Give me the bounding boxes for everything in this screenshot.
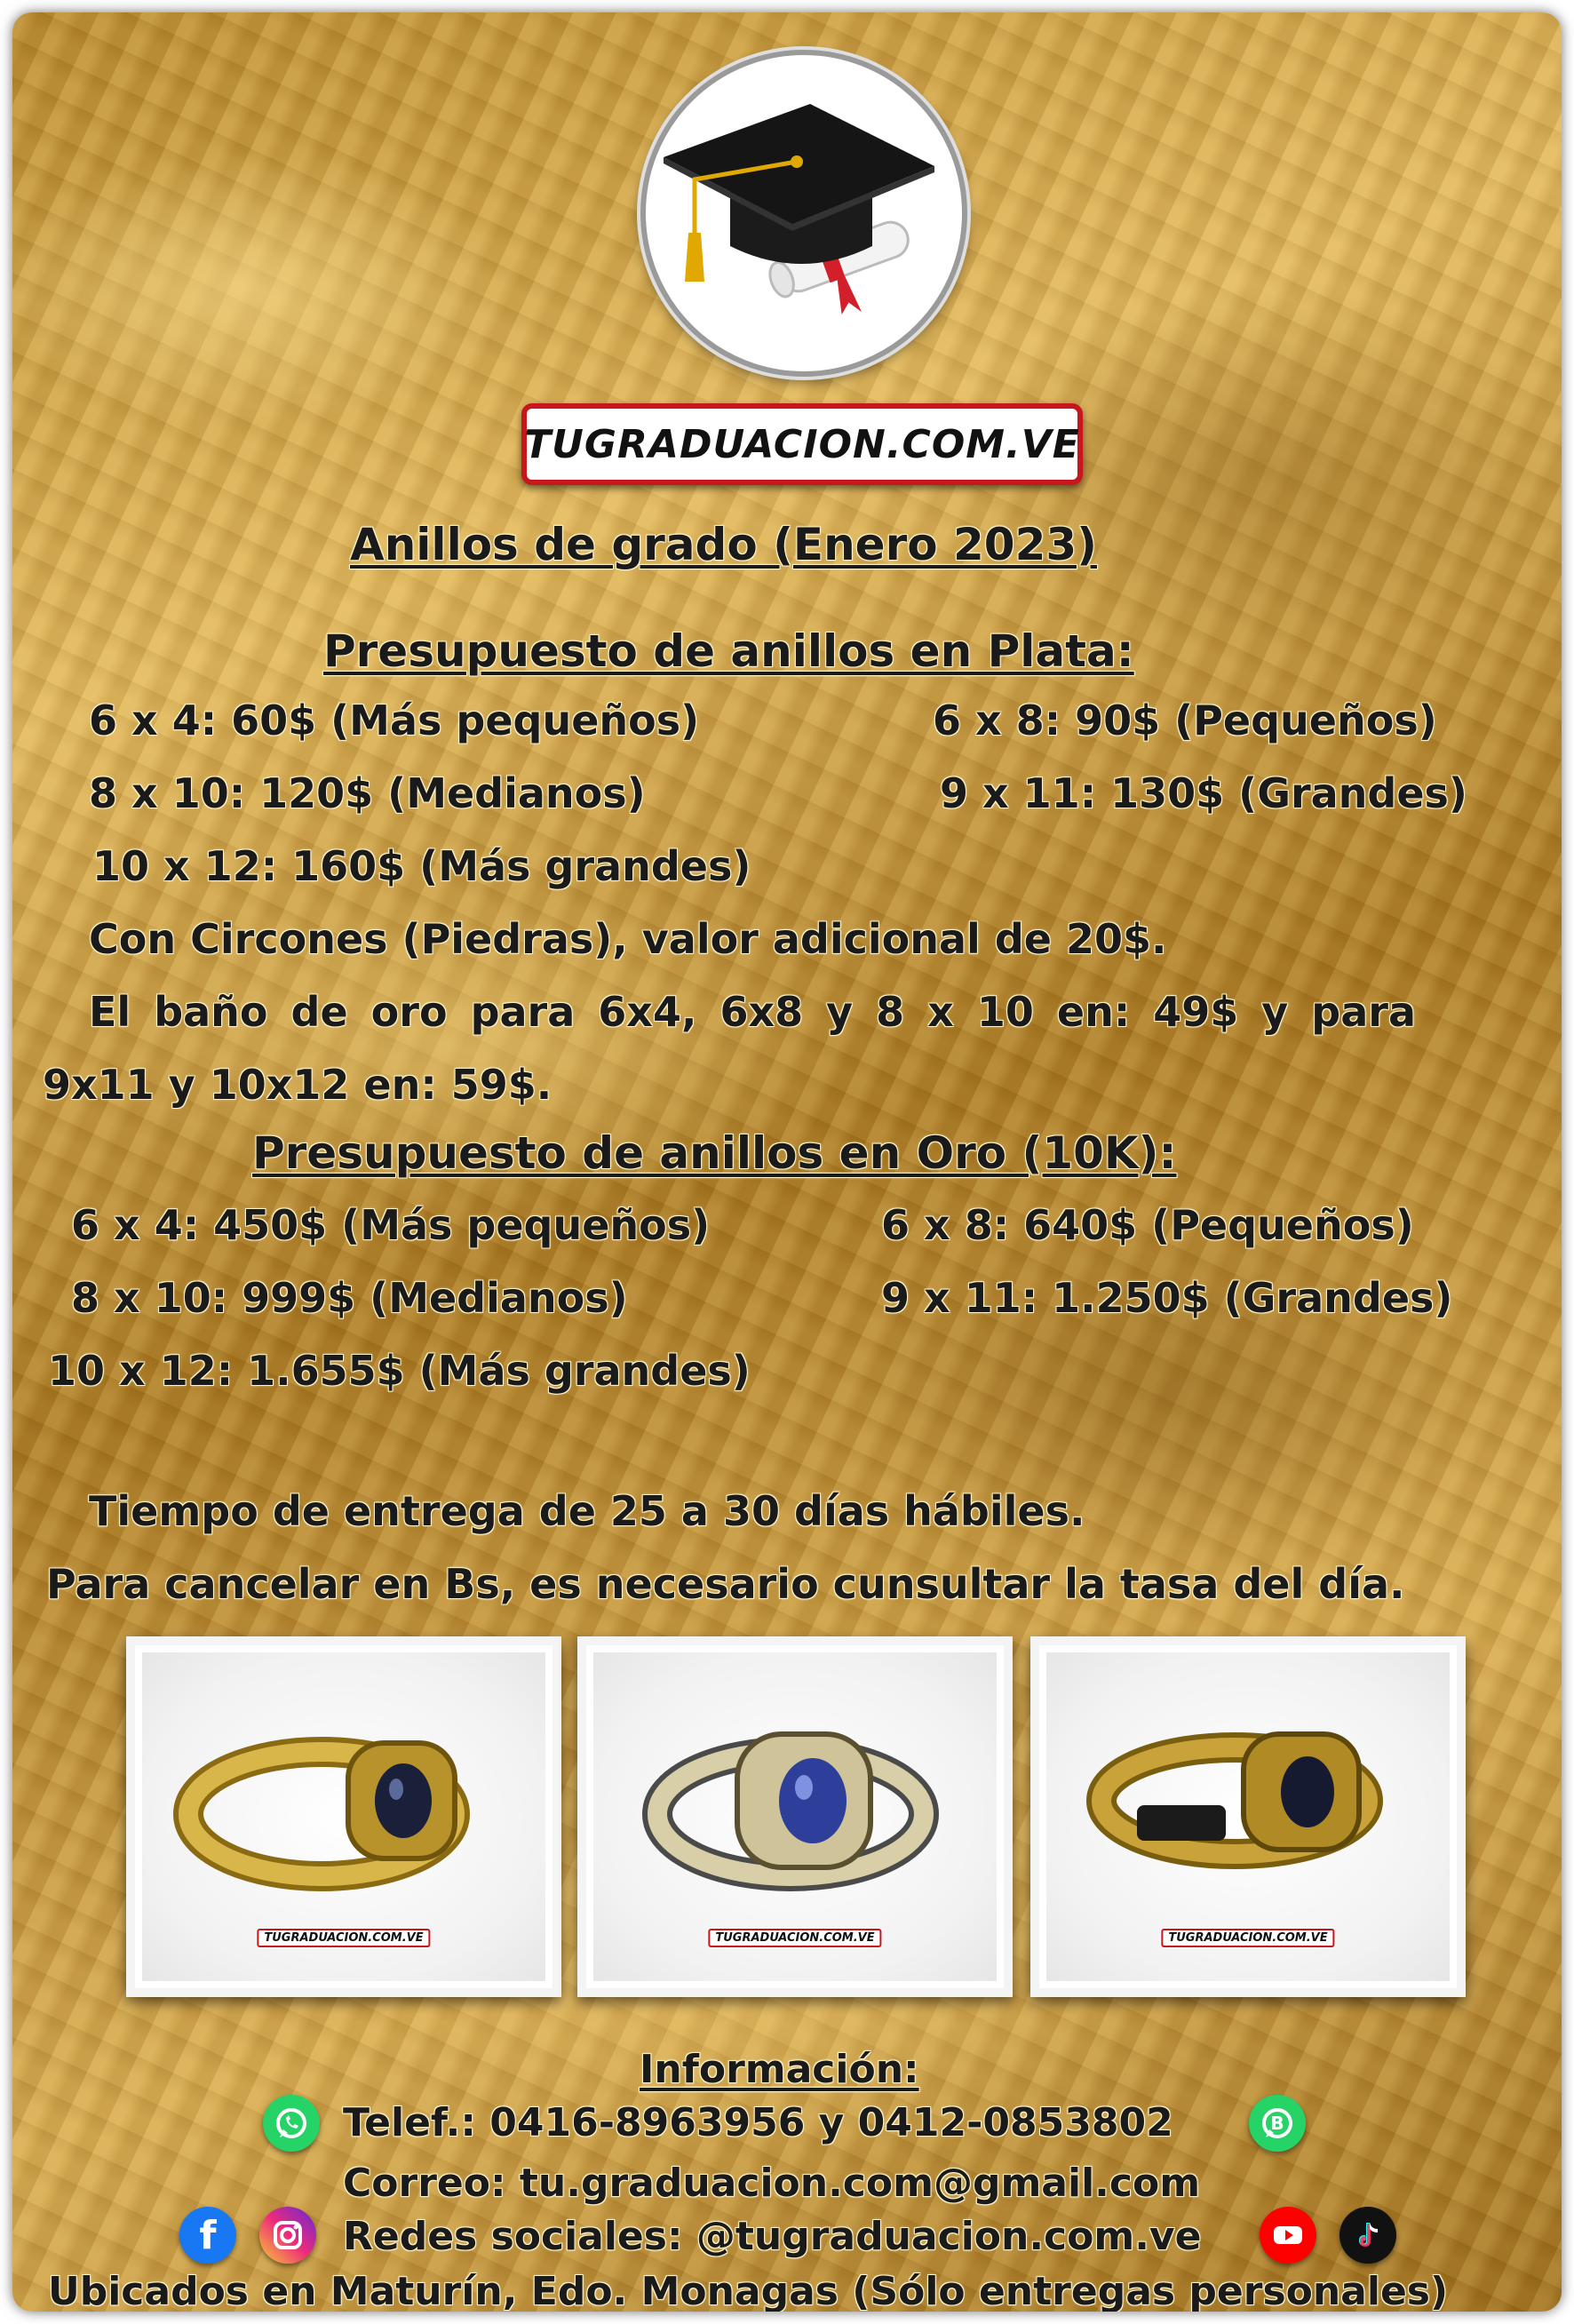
info-title: Información: [640,2047,919,2092]
ring-photo [1030,1636,1466,1997]
whatsapp-icon[interactable] [263,2095,320,2152]
youtube-icon[interactable] [1260,2207,1316,2264]
ring-icon [1075,1707,1421,1903]
ring-icon [171,1707,517,1903]
info-social: Redes sociales: @tugraduacion.com.ve [343,2214,1202,2259]
plata-item: 10 x 12: 160$ (Más grandes) [92,842,751,890]
svg-text:B: B [1270,2113,1284,2134]
payment-note: Para cancelar en Bs, es necesario cunsultar la tasa del día. [46,1560,1405,1608]
page-title: Anillos de grado (Enero 2023) [350,519,1098,570]
oro-item: 9 x 11: 1.250$ (Grandes) [881,1274,1453,1322]
bano-note-line2: 9x11 y 10x12 en: 59$. [43,1061,552,1109]
tiktok-icon[interactable] [1339,2207,1396,2264]
plata-title: Presupuesto de anillos en Plata: [323,625,1134,677]
whatsapp-business-icon[interactable] [1249,2095,1306,2152]
graduation-cap-icon [646,55,951,361]
bano-note-line1: El baño de oro para 6x4, 6x8 y 8 x 10 en: 49$ y para [89,988,1416,1036]
info-location: Ubicados en Maturín, Edo. Monagas (Sólo entregas personales) [48,2269,1449,2312]
plata-item: 6 x 8: 90$ (Pequeños) [933,696,1437,744]
ring-icon [622,1707,968,1903]
photo-watermark: TUGRADUACION.COM.VE [708,1929,881,1947]
oro-title: Presupuesto de anillos en Oro (10K): [252,1127,1177,1179]
info-phone: Telef.: 0416-8963956 y 0412-0853802 [343,2100,1173,2145]
info-email: Correo: tu.graduacion.com@gmail.com [343,2161,1201,2206]
logo-badge [640,50,967,377]
oro-item: 8 x 10: 999$ (Medianos) [71,1274,628,1322]
ring-photo [126,1636,561,1997]
oro-item: 10 x 12: 1.655$ (Más grandes) [48,1347,751,1395]
photo-watermark: TUGRADUACION.COM.VE [257,1929,430,1947]
photo-watermark: TUGRADUACION.COM.VE [1161,1929,1334,1947]
circones-note: Con Circones (Piedras), valor adicional de 20$. [89,915,1167,963]
brand-box [521,403,1083,485]
flyer-background [12,12,1562,2312]
plata-item: 8 x 10: 120$ (Medianos) [89,769,646,817]
facebook-icon[interactable]: f [179,2207,236,2264]
delivery-note: Tiempo de entrega de 25 a 30 días hábiles. [89,1487,1085,1535]
ring-photo [577,1636,1013,1997]
plata-item: 6 x 4: 60$ (Más pequeños) [89,696,700,744]
oro-item: 6 x 4: 450$ (Más pequeños) [71,1201,711,1249]
brand-name: TUGRADUACION.COM.VE [524,421,1080,467]
plata-item: 9 x 11: 130$ (Grandes) [940,769,1467,817]
oro-item: 6 x 8: 640$ (Pequeños) [881,1201,1414,1249]
instagram-icon[interactable] [259,2207,316,2264]
